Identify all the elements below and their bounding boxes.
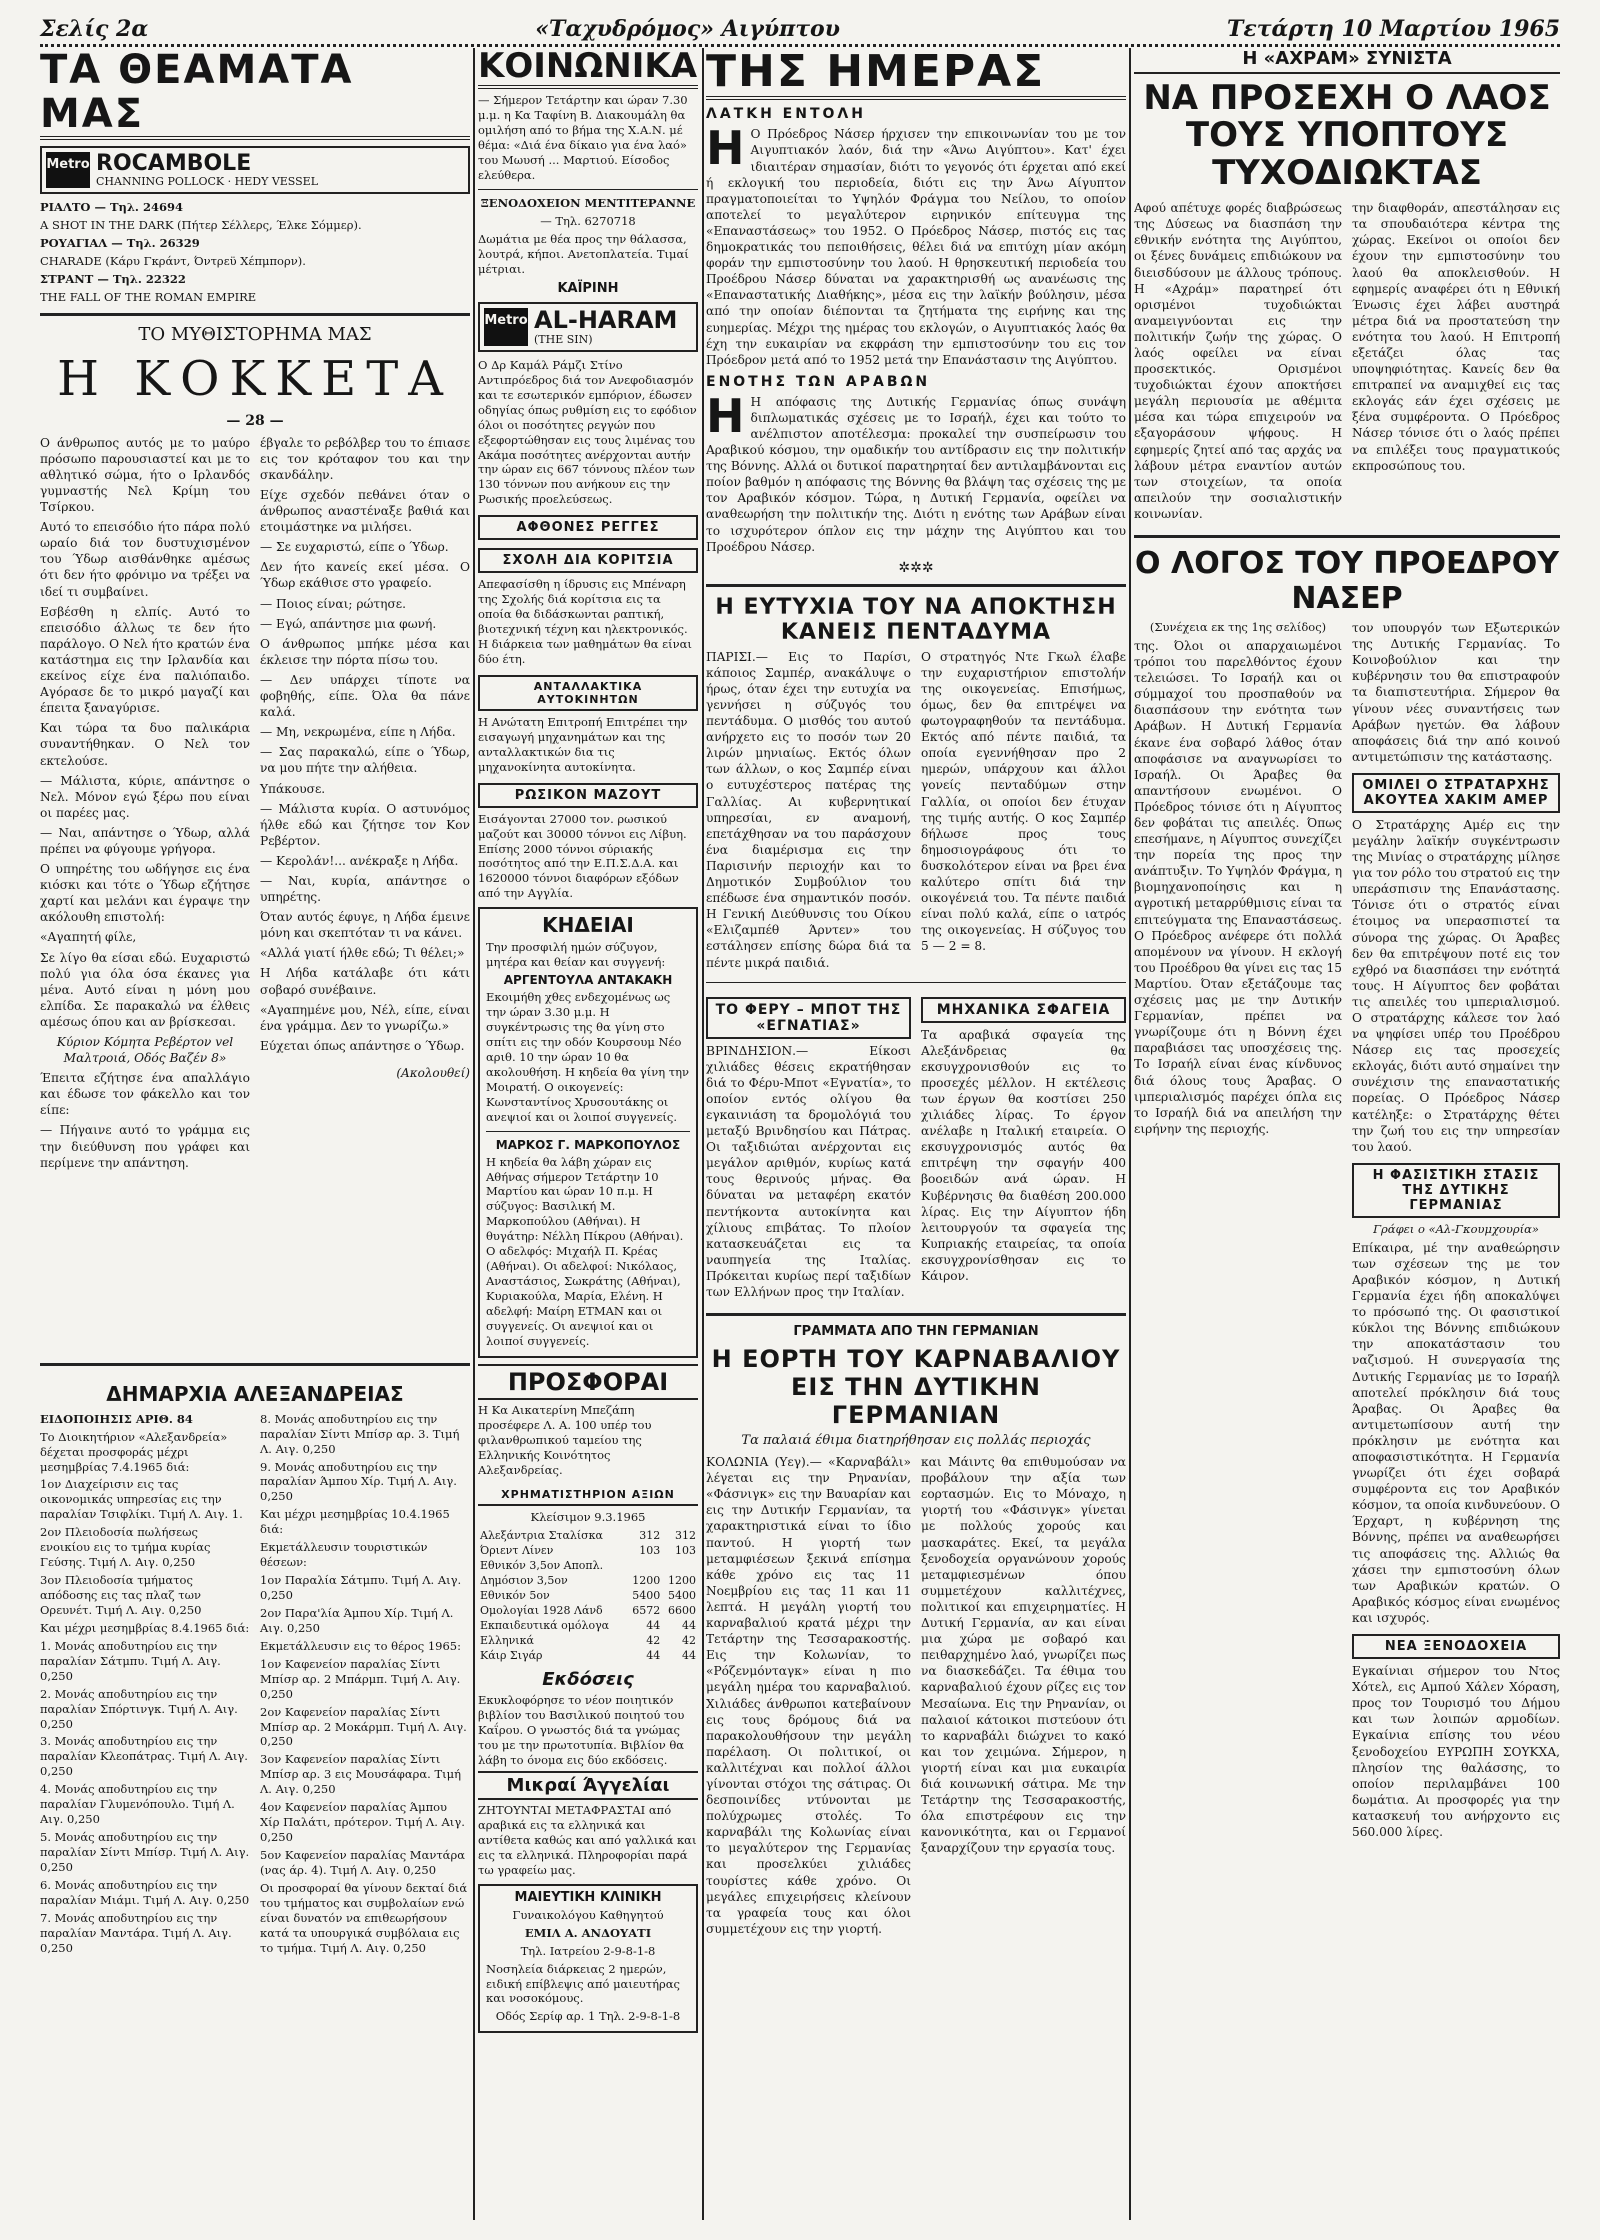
speech-body — [1134, 620, 1560, 1845]
fascist-text: Επίκαιρα, μέ την αναθεώρησιν των σχέσεων της με τον Αραβικόν κόσμον, η Δυτική Γερμανία έχει ήδη αποκαλύψει το πρόσωπό της. Οι φασιστικοί κύκλοι της Βόννης επιδιώκουν την αποκατάστασιν του ναζισμού. Η συνεργασία της Δυτικής Γερμανίας με το Ισραήλ αποτελεί πρόκλησιν διά τους Άραβας. Οι Άραβες θα αντιμετωπίσουν αυτή την πρόκλησιν με ενότητα και αποφασιστικότητα. Η Γερμανία γνωρίζει ότι έχει σοβαρά συμφέροντα εις τον Αραβικόν κόσμον, τα οποία κινδυνεύουν. Ο Έρχαρτ, η κυβέρνηση της Βόννης, πρέπει να αναθεωρήσει τις αποφάσεις της. Αλλιώς θα χάσει την εμπιστοσύνη όλων των Αραβικών κρατών. Ο Αραβικός κόσμος είναι ενωμένος και ισχυρός. — [1352, 1240, 1560, 1625]
funerals-box — [478, 907, 698, 1358]
novel-paragraph: Αυτό το επεισόδιο ήτο πάρα πολύ ωραίο διά τον δυστυχισμένον του Ύδωρ αισθάνθηκε αμέσως ότι δεν ήτο φρόνιμο να τρέξει να ιδεί τι συμβαίνει. — [40, 520, 250, 599]
funeral-text: Η κηδεία θα λάβη χώραν εις Αθήνας σήμερον Τετάρτην 10 Μαρτίου και ώραν 10 π.μ. Η σύζυγος: Βασιλική Μ. Μαρκοπούλου (Αθήναι). Η θυγάτηρ: Νέλλη Πίκρου (Αθήναι). Ο αδελφός: Μιχαήλ Π. Κρέας (Αθήναι). Οι αδελφοί: Νικόλαος, Αναστάσιος, Σωκράτης (Αθήναι), Κυριακούλα, Μαρία, Ελένη. Η αδελφή: Μαίρη ΕΤΜΑΝ και οι συγγενείς. Οι ανεψιοί και οι λοιποί συγγενείς. — [486, 1154, 684, 1348]
novel-paragraph: Ο άνθρωπος μπήκε μέσα και έκλεισε την πόρτα πίσω του. — [260, 636, 470, 667]
divider — [40, 1363, 470, 1366]
ferry-text: ΒΡΙΝΔΗΣΙΟΝ.— Είκοσι χιλιάδες θέσεις εκρατήθησαν διά το Φέρυ-Μποτ «Εγνατία», το οποίον εντός ολίγου θα εγκαινιάση τα δρομολόγιά του μεταξύ Βρινδησίου και Πάτρας. Οι ταξιδιώται ανέρχονται εις μεγάλον αριθμόν, κυρίως κατά τους θερινούς μήνας. Θα δύναται να μεταφέρη εκατόν πεντήκοντα αυτοκίνητα και χίλιους επιβάτας. Το πλοίον κατασκευάζεται εις τα ναυπηγεία της Ιταλίας. Πρόκειται κυρίως περί ταξιδίων των Ελλήνων προς την Ιταλίαν. — [706, 1043, 911, 1300]
funerals-heading: ΚΗΔΕΙΑΙ — [542, 913, 634, 938]
notice-item: 8. Μονάς αποδυτηρίου εις την παραλίαν Σίντι Μπίσρ αρ. 3. Τιμή Λ. Αιγ. 0,250 — [260, 1411, 460, 1456]
stock-value: 42 — [646, 1634, 661, 1648]
school-text: Απεφασίσθη η ίδρυσις εις Μπέναρη της Σχολής διά κορίτσια εις τα οποία θα διδάσκωνται ραπτική, βιοτεχνική τέχνη και ηλεκτρονικός. Η διάρκεια των μαθημάτων θα είναι δύο έτη. — [478, 577, 692, 666]
theaters-heading: ΤΑ ΘΕΑΜΑΤΑ ΜΑΣ — [40, 48, 470, 140]
novel-paragraph: Η Λήδα κατάλαβε ότι κάτι σοβαρό συνέβαινε. — [260, 966, 470, 997]
issue-date: Τετάρτη 10 Μαρτίου 1965 — [1226, 16, 1560, 42]
novel-paragraph: Και τώρα τα δυο παλικάρια συναντήθηκαν. Ο Νελ τον εκτελούσε. — [40, 721, 250, 768]
stock-name: Ομολογίαι 1928 Λάνδ — [480, 1604, 603, 1618]
notice-item: 6. Μονάς αποδυτηρίου εις την παραλίαν Μιάμι. Τιμή Λ. Αιγ. 0,250 — [40, 1877, 250, 1907]
ad-title: AL-HARAM — [534, 305, 678, 334]
popular-mandate-kicker: ΛΑΤΚΗ ΕΝΤΟΛΗ — [706, 106, 866, 123]
funeral-text: Εκοιμήθη χθες ενδεχομένως ως την ώραν 3.30 μ.μ. Η συγκέντρωσις της θα γίνη στο σπίτι εις την οδόν Κουρσουμ Νέο αριθ. 10 την ώραν 10 θα ακολουθήση. Η κηδεία θα γίνη την Μοιρατή. Ο οικογενείς: Κωνσταντίνος Χρυσουτάκης οι ανεψιοί και οι λοιποί συγγενείς. — [486, 990, 690, 1124]
novel-paragraph: Δεν ήτο κανείς εκεί μέσα. Ο Ύδωρ εκάθισε στο γραφείο. — [260, 560, 470, 591]
stock-value: 42 — [682, 1634, 696, 1648]
notice-item: 3ον Πλειοδοσία τμήματος απόδοσης εις τας πλαζ των Ορευνέτ. Τιμή Λ. Αιγ. 0,250 — [40, 1573, 202, 1617]
ahram-heading: ΝΑ ΠΡΟΣΕΧΗ Ο ΛΑΟΣ ΤΟΥΣ ΥΠΟΠΤΟΥΣ ΤΥΧΟΔΙΩΚΤΑΣ — [1143, 78, 1551, 193]
novel-paragraph: Έπειτα εζήτησε ένα απαλλάγιο και έδωσε τον φάκελλο και τον είπε: — [40, 1071, 250, 1118]
novel-paragraph: — Κερολάν!... ανέκραξε η Λήδα. — [260, 853, 459, 868]
cinema-ad-al-haram — [478, 302, 698, 352]
novel-paragraph: — Πήγαινε αυτό το γράμμα εις την διεύθυνση που γράφει και περίμενε την απάντηση. — [40, 1123, 250, 1170]
ahram-right: την διαφθοράν, απεστάλησαν εις τα σπουδαιότερα κέντρα της χώρας. Εκείνοι οι οποίοι δεν έχουν την εμπιστοσύνην του λαού θα αποκλεισθούν. Η εφημερίς αναφέρει ότι η Εθνική Ένωσις έχει λάβει αυστηρά μέτρα διά να προστατεύση την ενότητα του λαού. Η Επιτροπή εξετάζει όλας τας υποψηφιότητας. Κανείς δεν θα επιτραπεί να αναμιχθεί εις τας εκλογάς εάν έχει σχέσεις με ξένα συμφέροντα. Ο Πρόεδρος Νάσερ τόνισε ότι ο λαός πρέπει να επιλέξει τους πραγματικούς εκπροσώπους του. — [1352, 201, 1560, 473]
short-news — [706, 989, 1126, 1306]
novel-right-column — [260, 435, 470, 1355]
notice-item: 2ον Πλειοδοσία πωλήσεως ενοικίου εις το τμήμα κυρίας Γεύσης. Τιμή Λ. Αιγ. 0,250 — [40, 1525, 211, 1570]
stock-value: 44 — [646, 1619, 661, 1633]
marshal-text: Ο Στρατάρχης Αμέρ εις την μεγάλην λαϊκήν συγκέντρωσιν της Μινίας ο στρατάρχης μίλησε για τον ρόλο του στρατού εις την υπεράσπισιν της Επανάστασης. Τόνισε ότι ο στρατός είναι έτοιμος να υπερασπιστεί τα σύνορα της χώρας. Οι Άραβες δεν θα επιτρέψουν ποτέ εις τον εχθρό να διασπάσει την ενότητά τους. Η Αίγυπτος δεν φοβάται τις απειλές του ιμπεριαλισμού. Ο στρατάρχης κάλεσε τον λαό να ψηφίσει υπέρ του Προέδρου Νάσερ εις τας προσεχείς εκλογάς, διότι αυτό σημαίνει την συνέχισιν της επαναστατικής πορείας. Ο Πρόεδρος Νάσερ κατέληξε: ο Στρατάρχης θέτει την ζωή του εις την υπηρεσίαν του λαού. — [1352, 817, 1560, 1154]
novel-paragraph: — Εγώ, απάντησε μια φωνή. — [260, 616, 437, 631]
notice-item: 2ον Καφενείον παραλίας Σίντι Μπίσρ αρ. 2 Μοκάρμπ. Τιμή Λ. Αιγ. 0,250 — [260, 1704, 467, 1749]
stock-value: 1200 — [668, 1574, 696, 1588]
ad-subtitle: CHANNING POLLOCK · HEDY VESSEL — [96, 175, 319, 189]
divider — [1134, 535, 1560, 538]
marshal-heading: ΟΜΙΛΕΙ Ο ΣΤΡΑΤΑΡΧΗΣ ΑΚΟΥΤΕΑ ΧΑΚΙΜ ΑΜΕΡ — [1352, 773, 1560, 813]
novel-paragraph: Εύχεται όπως απάντησε ο Ύδωρ. — [260, 1038, 465, 1053]
quintuplets-body — [706, 649, 1126, 976]
cinema-listing — [40, 200, 470, 305]
day-heading: ΤΗΣ ΗΜΕΡΑΣ — [706, 48, 1126, 100]
divider — [706, 1313, 1126, 1316]
quintuplets-heading: Η ΕΥΤΥΧΙΑ ΤΟΥ ΝΑ ΑΠΟΚΤΗΣΗ ΚΑΝΕΙΣ ΠΕΝΤΑΔΥΜΑ — [715, 594, 1117, 645]
cinema-line: A SHOT IN THE DARK (Πήτερ Σέλλερς, Έλκε Σόμμερ). — [40, 218, 362, 233]
notice-item: 1ον Καφενείον παραλίας Σίντι Μπίσρ αρ. 2 Μπάρμπ. Τιμή Λ. Αιγ. 0,250 — [260, 1656, 461, 1701]
column-theaters-novel — [40, 48, 470, 2220]
stock-row — [478, 1648, 698, 1663]
novel-continued: (Ακολουθεί) — [396, 1065, 470, 1080]
stock-table — [478, 1528, 698, 1663]
stock-row — [478, 1618, 698, 1633]
cinema-line: ΡΙΑΛΤΟ — Τηλ. 24694 — [40, 200, 183, 215]
separator-stars: ✲✲✲ — [898, 559, 934, 576]
article-body: Η απόφασις της Δυτικής Γερμανίας όπως συνάψη διπλωματικάς σχέσεις με το Ισραήλ, έχει και τούτο το ανέλπιστον αποτέλεσμα: προκαλεί την συσπείρωσιν του Αραβικού κόσμου, την ομαδικήν του αντίδρασιν εις την πολιτικήν της Βόννης. Αλλά οι δυτικοί παρατηρηταί δεν αντιλαμβάνονται εις ποίον βαθμόν η απόφασις της Βόννης θα βλάψη τας σχέσεις της με τον Αραβικόν κόσμον. Τώρα, η Δυτική Γερμανία, οφείλει να αναθεωρήση την πολιτικήν της. Διότι η ενότης των Αράβων είναι το ισχυρότερον όπλον εις την μάχην της Αιγύπτου και του Προέδρου Νάσερ. — [706, 394, 1126, 554]
divider — [486, 1131, 690, 1132]
divider — [706, 584, 1126, 587]
cinema-line: THE FALL OF THE ROMAN EMPIRE — [40, 289, 257, 304]
ahram-left: Αφού απέτυχε φορές διαβρώσεως της Δύσεως να διασπάση την εθνικήν ενότητα της Αιγύπτου, οι ξένες δυνάμεις επιδιώκουν να διεισδύσουν με άλλους τρόπους. Η «Αχράμ» παρατηρεί ότι ορισμένοι τυχοδιώκται αναμειγνύονται εις την πολιτικήν ζωήν της χώρας. Ο λαός οφείλει να είναι προσεκτικός. Ορισμένοι τυχοδιώκται έχουν αποκτήσει μεγάλη περιουσία με αθέμιτα μέσα και τώρα επιχειρούν να εξαγοράσουν ψήφους. Η εφημερίς ζητεί από τας αρχάς να λάβουν μέτρα εναντίον αυτών των στοιχείων, τα οποία απειλούν την σοσιαλιστικήν κοινωνίαν. — [1134, 201, 1342, 521]
metro-logo: Metro — [46, 152, 90, 188]
notice-item: 1ον Διαχείρισιν εις τας οικονομικάς υπηρεσίας εις την παραλίαν Τσιφλίκι. Τιμή Λ. Αιγ. 1. — [40, 1477, 243, 1522]
drop-cap: Η — [706, 121, 745, 176]
hotels-heading: ΝΕΑ ΞΕΝΟΔΟΧΕΙΑ — [1352, 1634, 1560, 1659]
municipality-right — [260, 1412, 470, 1959]
municipality-left — [40, 1412, 250, 1959]
column-social — [478, 48, 698, 2220]
quintuplets-right: Ο στρατηγός Ντε Γκωλ έλαβε την ευχαριστήριον επιστολήν της οικογενείας. Επισήμως, όμως, δεν θα επιτρέψει να φωτογραφηθούν τα πεντάδυμα. Εκτός από πέντε παιδιά, τα οποία εγεννήθησαν προ 2 ημερών, υπάρχουν και άλλοι γονείς πενταδύμων στην Γαλλία, οι οποίοι δεν έτυχαν της τιμής αυτής. Ο κος Σαμπέρ δήλωσε προς τους δημοσιογράφους ότι το δυσκολότερον είναι να βρει ένα καλύτερο σπίτι διά την οικογένειά του. Τα πέντε παιδιά είναι πολύ καλά, είπε ο ιατρός της οικογενείας. Η σύζυγος του 5 — 2 = 8. — [921, 649, 1126, 954]
funeral-name: ΜΑΡΚΟΣ Γ. ΜΑΡΚΟΠΟΥΛΟΣ — [495, 1137, 681, 1152]
novel-left-column — [40, 435, 250, 1355]
stock-name: Δημόσιον 3,5ον — [480, 1574, 568, 1588]
clinic-line: Γυναικολόγου Καθηγητού — [512, 1907, 664, 1922]
column-day — [706, 48, 1126, 2220]
carnival-subheading: Τα παλαιά έθιμα διατηρήθησαν εις πολλάς περιοχάς — [741, 1433, 1091, 1449]
divider — [40, 313, 470, 316]
notice-item: 1. Μονάς αποδυτηρίου εις την παραλίαν Σάτμπυ. Τιμή Λ. Αιγ. 0,250 — [40, 1638, 221, 1683]
hotel-phone: — Τηλ. 6270718 — [540, 213, 636, 228]
stock-name: Κάιρ Σιγάρ — [480, 1649, 543, 1663]
stock-row — [478, 1633, 698, 1648]
carnival-right: και Μάιντς θα επιθυμούσαν να προβάλουν την αξία των εορτασμών. Εις το Μόναχο, η γιορτή του «Φάσινγκ» γίνεται με πολλούς χορούς και μασκαράτες. Εκεί, τα μεγάλα ξενοδοχεία οργανώνουν χορούς μεταμφιεσμένων όπου συμμετέχουν καλλιτέχνες, πολιτικοί και επιχειρηματίες. Η Δυτική Γερμανία, αν και είναι μια χώρα με σοβαρό και πειθαρχημένο λαό, γνωρίζει πως να διασκεδάζει. Τα έθιμα του καρναβαλιού έχουν ρίζες εις τον Μεσαίωνα. Εις την Ρηνανίαν, οι παλαιοί κάτοικοι πιστεύουν ότι το καρναβάλι διώχνει το κακό και τον χειμώνα. Σήμερον, η γιορτή είναι και μια ευκαιρία διά κοινωνική σάτιρα. Με την Τετάρτην της Τεσσαρακοστής, όλα επιστρέφουν εις την κανονικότητα, και οι Γερμανοί ξαναρχίζουν την εργασία τους. — [921, 1455, 1126, 1856]
column-rule — [702, 48, 704, 2220]
novel-paragraph: Κύριον Κόμητα Ρεβέρτον vel Μαλτροιά, Οδός Βαζέν 8» — [56, 1035, 234, 1066]
notice-item: 9. Μονάς αποδυτηρίου εις την παραλίαν Άμπου Χίρ. Τιμή Λ. Αιγ. 0,250 — [260, 1459, 457, 1504]
ad-subtitle: (THE SIN) — [534, 332, 593, 346]
novel-paragraph: «Αγαπημένε μου, Νέλ, είπε, είναι ένα γράμμα. Δεν το γνωρίζω.» — [260, 1002, 470, 1033]
publications-text: Εκυκλοφόρησε το νέον ποιητικόν βιβλίον του Βασιλικού ποιητού του Καΐρου. Ο γνωστός διά τα γνώμας του με την πρωτοτυπία. Βιβλίον θα λάβη το όνομα εις δύο εκδόσεις. — [478, 1693, 685, 1768]
fascist-byline: Γράφει ο «Αλ-Γκουμχουρία» — [1373, 1221, 1539, 1236]
stock-value: 44 — [682, 1619, 696, 1633]
letters-label: ΓΡΑΜΜΑΤΑ ΑΠΟ ΤΗΝ ΓΕΡΜΑΝΙΑΝ — [793, 1324, 1039, 1340]
stock-name: Όριεντ Λίνεν — [480, 1544, 554, 1558]
stock-value: 6572 — [632, 1604, 661, 1618]
novel-paragraph: — Σε ευχαριστώ, είπε ο Ύδωρ. — [260, 540, 449, 555]
stock-value: 44 — [682, 1649, 696, 1663]
social-announcement: — Σήμερον Τετάρτην και ώραν 7.30 μ.μ. η Κα Ταφίνη Β. Διακουμάλη θα ομιλήση από το βήμα της Χ.Α.Ν. μέ θέμα: «Διά ένα δίκαιο για ένα λαό» του Μωυσή ... Μαρτιού. Είσοδος ελεύθερα. — [478, 93, 688, 183]
novel-label: ΤΟ ΜΥΘΙΣΤΟΡΗΜΑ ΜΑΣ — [138, 323, 372, 345]
paper-name: «Ταχυδρόμος» Αιγύπτου — [535, 16, 840, 42]
stock-value: 5400 — [668, 1589, 696, 1603]
stock-value: 103 — [639, 1544, 661, 1558]
clinic-ad — [478, 1884, 698, 2034]
page-label: Σελίς 2α — [40, 16, 149, 42]
column-rule — [473, 48, 475, 2220]
notice-item: Εκμετάλλευσιν τουριστικών θέσεων: — [260, 1540, 428, 1570]
mazut-text: Εισάγονται 27000 τον. ρωσικού μαζούτ και 30000 τόννοι εις Λίβυη. Επίσης 2000 τόννοι σύριακής ποσότητος από την Ε.Π.Σ.Δ.Α. και 1620000 τόννοι διαφόρων εξόδων από την Αγγλία. — [478, 811, 687, 901]
municipality-heading: ΔΗΜΑΡΧΙΑ ΑΛΕΞΑΝΔΡΕΙΑΣ — [106, 1381, 404, 1406]
novel-paragraph: — Μη, νεκρωμένα, είπε η Λήδα. — [260, 725, 456, 740]
notice-item: 1ον Παραλία Σάτμπυ. Τιμή Λ. Αιγ. 0,250 — [260, 1573, 462, 1603]
notice-item: Εκμετάλλευσιν εις το θέρος 1965: — [260, 1638, 461, 1653]
novel-paragraph: «Αγαπητή φίλε, — [40, 930, 137, 945]
novel-chapter: — 28 — — [226, 412, 284, 429]
cinema-line: CHARADE (Κάρυ Γκράντ, Όντρεϋ Χέπμπορν). — [40, 253, 306, 268]
social-heading: ΚΟΙΝΩΝΙΚΑ — [478, 48, 698, 89]
offers-text: Η Κα Αικατερίνη Μπεζάπη προσέφερε Λ. Α. 100 υπέρ του φιλανθρωπικού ταμείου της Ελληνικής Κοινότητος Αλεξανδρείας. — [478, 1402, 652, 1477]
classifieds-text: ΖΗΤΟΥΝΤΑΙ ΜΕΤΑΦΡΑΣΤΑΙ από αραβικά εις τα ελληνικά και αντίθετα καθώς και από γαλλικά και εις τα ελληνικά. Πληροφορίαι παρά τω γραφείω μας. — [478, 1803, 697, 1877]
stock-table-body — [478, 1528, 698, 1663]
classifieds-heading: Μικραί Άγγελίαι — [478, 1771, 698, 1800]
novel-paragraph: «Αλλά γιατί ήλθε εδώ; Τι θέλει;» — [260, 946, 465, 961]
spare-parts-heading: ΑΝΤΑΛΛΑΚΤΙΚΑ ΑΥΤΟΚΙΝΗΤΩΝ — [478, 675, 698, 711]
hotel-description: Δωμάτια με θέα προς την θάλασσα, λουτρά, κήποι. Ανετοπλατεία. Τιμαί μέτριαι. — [478, 231, 689, 276]
stock-value — [662, 1558, 698, 1573]
stock-value: 44 — [646, 1649, 661, 1663]
novel-title: Η ΚΟΚΚΕΤΑ — [57, 350, 453, 407]
novel-paragraph: — Ποιος είναι; ρώτησε. — [260, 596, 406, 611]
notice-item: Και μέχρι μεσημβρίας 8.4.1965 διά: — [40, 1620, 250, 1635]
divider — [706, 982, 1126, 983]
novel-paragraph: — Ναι, κυρία, απάντησε ο υπηρέτης. — [260, 873, 470, 905]
speech-continued: (Συνέχεια εκ της 1ης σελίδος) — [1149, 620, 1327, 635]
stock-value: 1200 — [632, 1574, 661, 1588]
article-body: Ο Πρόεδρος Νάσερ ήρχισεν την επικοινωνίαν του με τον Αιγυπτιακόν λαόν, διά την «Άνω Αιγύπτου». Κατ' έχει ιδιαιτέραν σημασίαν, διότι το γεγονός ότι έρχεται από εκεί ή εκλογική του περιοδεία, διότι εις την Άνω Αίγυπτον πραγματοποιείται το Υψηλόν Φράγμα του Νείλου, το οποίον αποτελεί το μεγαλύτερον ειρηνικόν επίτευγμα της «Επαναστάσεως» του 1952. Ο Πρόεδρος Νάσερ, πιστός εις τας δημοκρατικάς του πεποιθήσεις, θέλει διά να επιτύχη μίαν ακόμη φοράν την εμπιστοσύνην του λαού. Η θρησκευτική περιοδεία του Προέδρου Νάσερ δύναται να χαρακτηρισθή ως ανανέωσις της «Επαναστατικής Διαθήκης», μέσα εις την λαϊκήν βούλησιν, μέσα από την οποίαν διέπονται τα ζητήματα της ειρήνης και της ευημερίας. Μέχρι της ημέρας του εκλογών, ο Αιγυπτιακός λαός θα έχη την ευκαιρίαν να εκφράση την εμπιστοσύνην του εις τον Πρόεδρον μετά από το 1952 μετά την Επανάστασιν της Αιγύπτου. — [706, 127, 1126, 367]
notice-intro: Το Διοικητήριον «Αλεξανδρεία» δέχεται προσφοράς μέχρι μεσημβρίας 7.4.1965 διά: — [40, 1429, 228, 1474]
stock-name: Εθνικόν 5ον — [480, 1589, 550, 1603]
stock-row — [478, 1588, 698, 1603]
notice-item: Και μέχρι μεσημβρίας 10.4.1965 διά: — [260, 1507, 450, 1537]
stock-name: Εκπαιδευτικά ομόλογα — [480, 1619, 610, 1633]
clinic-address: Οδός Σερίφ αρ. 1 Τηλ. 2-9-8-1-8 — [495, 2009, 681, 2024]
novel-paragraph: — Σας παρακαλώ, είπε ο Ύδωρ, να μου πήτε την αλήθεια. — [260, 745, 470, 776]
notice-item: 2. Μονάς αποδυτηρίου εις την παραλίαν Σπόρτινγκ. Τιμή Λ. Αιγ. 0,250 — [40, 1686, 238, 1731]
fascist-heading: Η ΦΑΣΙΣΤΙΚΗ ΣΤΑΣΙΣ ΤΗΣ ΔΥΤΙΚΗΣ ΓΕΡΜΑΝΙΑΣ — [1352, 1163, 1560, 1218]
stock-row — [478, 1558, 698, 1573]
notice-item: Οι προσφοραί θα γίνουν δεκταί διά του τμήματος και συμβολαίων ενώ είναι δυνατόν να επιθεωρήσουν κατά τα υπουργικά συμβόλαια εις το τμήμα. Τιμή Λ. Αιγ. 0,250 — [260, 1880, 468, 1955]
speech-right: τον υπουργόν των Εξωτερικών της Δυτικής Γερμανίας. Το Κοινοβούλιον και την κυβέρνησιν του θα επιστραφούν τα διαπιστευτήρια. Σήμερον θα γίνουν νέες συναντήσεις των Αράβων ηγετών. Θα λάβουν αποφάσεις διά την από κοινού αντιμετώπισιν της κατάστασης. — [1352, 621, 1560, 764]
metro-logo: Metro — [484, 308, 528, 346]
stock-date: Κλείσιμον 9.3.1965 — [530, 1510, 646, 1525]
novel-body — [40, 435, 470, 1355]
stock-name: Εθνικόν 3,5ον Αποπλ. — [480, 1559, 604, 1573]
cinema-line: ΣΤΡΑΝΤ — Τηλ. 22322 — [40, 271, 186, 286]
stock-value — [627, 1558, 663, 1573]
cairo-label: ΚΑΪΡΙΝΗ — [557, 280, 619, 296]
ahram-kicker: Η «ΑΧΡΑΜ» ΣΥΝΙΣΤΑ — [1134, 48, 1560, 74]
notice-item: 7. Μονάς αποδυτηρίου εις την παραλίαν Μαντάρα. Τιμή Λ. Αιγ. 0,250 — [40, 1910, 232, 1955]
drop-cap: Η — [706, 388, 745, 443]
quintuplets-left: ΠΑΡΙΣΙ.— Εις το Παρίσι, κάποιος Σαμπέρ, ανακάλυψε ο ήρως, όταν έχει την ευτυχία να γεννήσει η σύζυγός του πεντάδυμα. Ο μισθός του αυτού ανήρχετο εις το ποσόν των 20 λιρών μηνιαίως. Εκτός όλων των άλλων, ο κος Σαμπέρ είναι ο ευτυχέστερος πατέρας της Γαλλίας. Αι κυβερνητικαί υπηρεσίαι, εν αναμονή, επετάχθησαν να του παράσχουν ένα διαμέρισμα εις την Παρισινήν περιοχήν και το Δημοτικόν Συμβούλιον του επέδωσε ένα σημαντικόν ποσόν. Η Γενική Διεύθυνσις του Οίκου «Ελιζαμπέθ Άρντεν» του εστάλησεν επίσης δώρα διά τα πέντε μικρά παιδιά. — [706, 649, 911, 970]
slaughterhouse-heading: ΜΗΧΑΝΙΚΑ ΣΦΑΓΕΙΑ — [921, 997, 1126, 1023]
ad-title: ROCAMBOLE — [96, 151, 252, 176]
stock-value: 5400 — [632, 1589, 661, 1603]
stock-row — [478, 1528, 698, 1543]
stock-name: Ελληνικά — [480, 1634, 534, 1648]
notice-item: 5ον Καφενείον παραλίας Μαντάρα (νας άρ. 4). Τιμή Λ. Αιγ. 0,250 — [260, 1848, 465, 1877]
notice-item: 3ον Καφενείον παραλίας Σίντι Μπίσρ αρ. 3 εις Μουσάφαρα. Τιμή Λ. Αιγ. 0,250 — [260, 1752, 461, 1797]
herring-heading: ΑΦΘΟΝΕΣ ΡΕΓΓΕΣ — [478, 515, 698, 540]
funeral-intro: Την προσφιλή ημών σύζυγον, μητέρα και θείαν και συγγενή: — [486, 940, 666, 970]
mazut-heading: ΡΩΣΙΚΟΝ ΜΑΖΟΥΤ — [478, 783, 698, 808]
cinema-ad-rocambole — [40, 146, 470, 194]
stock-value: 312 — [639, 1529, 661, 1543]
stock-value: 103 — [675, 1544, 696, 1558]
notice-number: ΕΙΔΟΠΟΙΗΣΙΣ ΑΡΙΘ. 84 — [40, 1411, 193, 1426]
novel-paragraph: έβγαλε το ρεβόλβερ του το έπιασε εις τον κρόταφον του και την σκανδάλην. — [260, 435, 470, 482]
offers-heading: ΠΡΟΣΦΟΡΑΙ — [478, 1364, 698, 1400]
speech-heading: Ο ΛΟΓΟΣ ΤΟΥ ΠΡΟΕΔΡΟΥ ΝΑΣΕΡ — [1135, 546, 1559, 617]
stock-name: Αλεξάντρια Σταλίσκα — [480, 1529, 603, 1543]
novel-paragraph: Ο υπηρέτης του ωδήγησε εις ένα κιόσκι και τότε ο Ύδωρ εζήτησε χαρτί και μελάνι και έγραψε την ακόλουθη επιστολή: — [40, 862, 250, 925]
carnival-body — [706, 1454, 1126, 1942]
spare-parts-text: Η Ανώτατη Επιτροπή Επιτρέπει την εισαγωγή μηχανημάτων και της ανταλλακτικών δια τις μηχανοκίνητα αυτοκίνητα. — [478, 714, 688, 774]
novel-paragraph: — Μάλιστα, κύριε, απάντησε ο Νελ. Μόνον εγώ ξέρω που είναι οι παρέες μας. — [40, 773, 250, 820]
column-ahram — [1134, 48, 1560, 2220]
herring-text: Ο Δρ Καμάλ Ράμζι Στίνο Αντιπρόεδρος διά τον Ανεφοδιασμόν και τε εσωτερικόν εμπόριον, έδωσεν οδηγίας όπως ρυθμίση εις το εφόδιον όλοι οι ποσότητες ρεγγών που εξεφορτώθησαν εις τους λιμένας του Ακάμα ποσότητες ανέρχονται αυτήν την ώραν εις 667 τόννους πλέον των 130 τόννων που ανήκουν εις την Ρωσικής προελεύσεως. — [478, 357, 697, 507]
notice-item: 4. Μονάς αποδυτηρίου εις την παραλίαν Γλυμενόπουλο. Τιμή Λ. Αιγ. 0,250 — [40, 1782, 235, 1827]
clinic-text: Νοσηλεία διάρκειας 2 ημερών, ειδική επίβλεψις από μαιευτήρας και νοσοκόμους. — [486, 1961, 680, 2006]
masthead — [40, 14, 1560, 47]
novel-paragraph: Είχε σχεδόν πεθάνει όταν ο άνθρωπος αναστέναξε βαθιά και ετοιμάστηκε να μιλήσει. — [260, 488, 470, 535]
speech-left: της. Όλοι οι απαρχαιωμένοι τρόποι του παρελθόντος έχουν τελειώσει. Το Ισραήλ και οι σύμμαχοί του προσπαθούν να διασπάσουν την ενότητα των Αράβων. Η Δυτική Γερμανία έκανε ένα σοβαρό λάθος όταν αποφάσισε να αναγνωρίσει το Ισραήλ. Οι Άραβες θα απαντήσουν ενωμένοι. Ο Πρόεδρος τόνισε ότι η Αίγυπτος δεν φοβάται τις απειλές. Όπως επεσήμανε, η Αίγυπτος συνεχίζει την πορεία της προς την ανάπτυξιν. Το Υψηλόν Φράγμα, η βιομηχανοποίησις και η αγροτική μεταρρύθμισις είναι τα επιτεύγματα της Επαναστάσεως. Ο Πρόεδρος ανέφερε ότι πολλά απομένουν να γίνουν. Η εκλογή του Προέδρου θα γίνει εις τας 15 Μαρτίου. Όταν εξετάζουμε τας σχέσεις μας με την Δυτικήν Γερμανίαν, πρέπει να γνωρίζουμε ότι η Βόννη έχει παραβιάσει τας υποσχέσεις της. Το Ισραήλ είναι ένας κίνδυνος διά όλους τους Άραβας. Ο ιμπεριαλισμός παρέχει όπλα εις το Ισραήλ διά να απειλήση την ειρήνην της περιοχής. — [1134, 638, 1342, 1136]
novel-paragraph: Ο άνθρωπος αυτός με το μαύρο πρόσωπο παρουσιαστεί και με το αθλητικό σώμα, ήτο ο Ιρλανδός γυμναστής Νελ Κρίμη του Τσίρκου. — [40, 435, 250, 515]
stock-row — [478, 1603, 698, 1618]
notice-item: 3. Μονάς αποδυτηρίου εις την παραλίαν Κλεοπάτρας. Τιμή Λ. Αιγ. 0,250 — [40, 1734, 248, 1779]
stock-value: 312 — [675, 1529, 696, 1543]
cinema-line: ΡΟΥΑΓΙΑΛ — Τηλ. 26329 — [40, 235, 200, 250]
ahram-body — [1134, 200, 1560, 527]
clinic-doctor: ΕΜΙΛ Α. ΑΝΔΟΥΑΤΙ — [524, 1925, 652, 1940]
funeral-name: ΑΡΓΕΝΤΟΥΛΑ ΑΝΤΑΚΑΚΗ — [503, 973, 673, 988]
notice-item: 4ον Καφενείον παραλίας Άμπου Χίρ Παλάτι, πρότερον. Τιμή Λ. Αιγ. 0,250 — [260, 1800, 465, 1845]
slaughterhouse-text: Τα αραβικά σφαγεία της Αλεξάνδρειας θα εκσυγχρονισθούν εις το προσεχές μέλλον. Η εκτέλεσις των έργων θα κοστίσει 250 χιλιάδες λίρας. Το έργον ανέλαβε η Ιταλική εταιρεία. Ο εκσυγχρονισμός αυτός θα επιτρέψη την σφαγήν 400 βοοειδών ανά ώραν. Η Κυβέρνησις θα διαθέση 200.000 λίρας. Εις την Αίγυπτον ήδη λειτουργούν τα σφαγεία της Κυπριακής εταιρείας, τα οποία εκσυγχρονίσθησαν εις το Κάιρον. — [921, 1027, 1126, 1284]
novel-paragraph: — Μάλιστα κυρία. Ο αστυνόμος ήλθε εδώ και ζήτησε τον Κον Ρεβέρτον. — [260, 801, 470, 848]
ferry-heading: ΤΟ ΦΕΡΥ – ΜΠΟΤ ΤΗΣ «ΕΓΝΑΤΙΑΣ» — [706, 997, 911, 1039]
novel-paragraph: Υπάκουσε. — [260, 781, 326, 796]
school-heading: ΣΧΟΛΗ ΔΙΑ ΚΟΡΙΤΣΙΑ — [478, 548, 698, 573]
popular-mandate-text — [706, 121, 1126, 367]
publications-heading: Εκδόσεις — [542, 1669, 634, 1691]
novel-paragraph: Σε λίγο θα είσαι εδώ. Ευχαριστώ πολύ για όλα όσα έκανες για μένα. Αυτό είναι η μόνη μου ελπίδα. Σε παρακαλώ να έλθεις αμέσως όπου και αν βρίσκεσαι. — [40, 950, 250, 1029]
clinic-phone: Τηλ. Ιατρείου 2-9-8-1-8 — [520, 1943, 656, 1958]
hotel-name: ΞΕΝΟΔΟΧΕΙΟΝ ΜΕΝΤΙΤΕΡΑΝΝΕ — [480, 196, 696, 211]
novel-paragraph: — Ναι, απάντησε ο Ύδωρ, αλλά πρέπει να φύγουμε γρήγορα. — [40, 825, 250, 856]
divider — [478, 189, 698, 190]
novel-paragraph: — Δεν υπάρχει τίποτε να φοβηθής, είπε. Όλα θα πάνε καλά. — [260, 672, 470, 720]
column-rule — [1129, 48, 1131, 2220]
novel-paragraph: Όταν αυτός έφυγε, η Λήδα έμεινε μόνη και σκεπτόταν τι να κάνει. — [260, 910, 470, 941]
hotels-text: Εγκαίνιαι σήμερον του Ντος Χότελ, εις Αμπού Χάλεν Χόραση, προς τον Τουρισμό του Δήμου και των λοιπών αρμοδίων. Εγκαίνια επίσης του νέου ξενοδοχείου ΕΥΡΩΠΗ ΣΟΥΚΧΑ, πλησίον της θαλάσσης, το οποίον περιλαμβάνει 100 δωμάτια. Αι προσφορές για την κατασκευή του ανήρχοντο εις 560.000 λίρες. — [1352, 1664, 1560, 1839]
municipality-notice — [40, 1412, 470, 1959]
stock-value: 6600 — [668, 1604, 696, 1618]
stock-heading: ΧΡΗΜΑΤΙΣΤΗΡΙΟΝ ΑΞΙΩΝ — [478, 1485, 698, 1506]
carnival-heading: Η ΕΟΡΤΗ ΤΟΥ ΚΑΡΝΑΒΑΛΙΟΥ ΕΙΣ ΤΗΝ ΔΥΤΙΚΗΝ ΓΕΡΜΑΝΙΑΝ — [711, 1345, 1121, 1430]
arab-unity-text — [706, 388, 1126, 555]
carnival-left: ΚΟΛΩΝΙΑ (Υεγ).— «Καρναβάλι» λέγεται εις την Ρηνανίαν, «Φάσνιγκ» εις την Βαυαρίαν και εις την Δυτικήν Γερμανίαν, τα χαρακτηριστικά είναι το ίδιο παντού. Η γιορτή των μεταμφιέσεων ξεκινά επίσημα κάθε χρόνο εις τας 11 Νοεμβρίου εις τας 11 και 11 λεπτά. Η μεγάλη γιορτή του καρναβαλιού κρατά μέχρι την Τετάρτην της Τεσσαρακοστής. Εις την Κολωνίαν, το «Ρόζενμόνταγκ» είναι η πιο μεγάλη ημέρα του καρναβαλιού. Χιλιάδες άνθρωποι κατεβαίνουν εις τους δρόμους διά να παρακολουθήσουν την μεγάλη παρέλαση. Οι πολιτικοί, οι καλλιτέχναι και πολλοί άλλοι γίνονται στόχοι της σάτιρας. Οι δεσποινίδες ντύνονται με πολύχρωμες στολές. Το καρναβάλι της Κολωνίας είναι το μεγαλύτερον της Γερμανίας και προσελκύει χιλιάδες τουρίστες κάθε χρόνο. Οι μεγάλες επιχειρήσεις κλείνουν τα γραφεία τους και όλοι συμμετέχουν εις την γιορτή. — [706, 1455, 911, 1936]
notice-item: 5. Μονάς αποδυτηρίου εις την παραλίαν Σίντι Μπίσρ. Τιμή Λ. Αιγ. 0,250 — [40, 1830, 250, 1874]
clinic-title: ΜΑΙΕΥΤΙΚΗ ΚΛΙΝΙΚΗ — [514, 1889, 662, 1905]
notice-item: 2ον Παρα'λία Άμπου Χίρ. Τιμή Λ. Αιγ. 0,250 — [260, 1605, 454, 1635]
stock-row — [478, 1543, 698, 1558]
novel-paragraph: Εσβέσθη η ελπίς. Αυτό το επεισόδιο άλλως τε δεν ήτο παράλογο. Ο Νελ ήτο κρατών ένα κατάστημα εις την Ιρλανδία και εκείνος είχε ένα παλιόπαιδο. Αγόρασε δε το μικρό μαγαζί και έπειτα ξαναγύρισε. — [40, 604, 250, 716]
stock-row — [478, 1573, 698, 1588]
arab-unity-kicker: ΕΝΟΤΗΣ ΤΩΝ ΑΡΑΒΩΝ — [706, 373, 931, 390]
